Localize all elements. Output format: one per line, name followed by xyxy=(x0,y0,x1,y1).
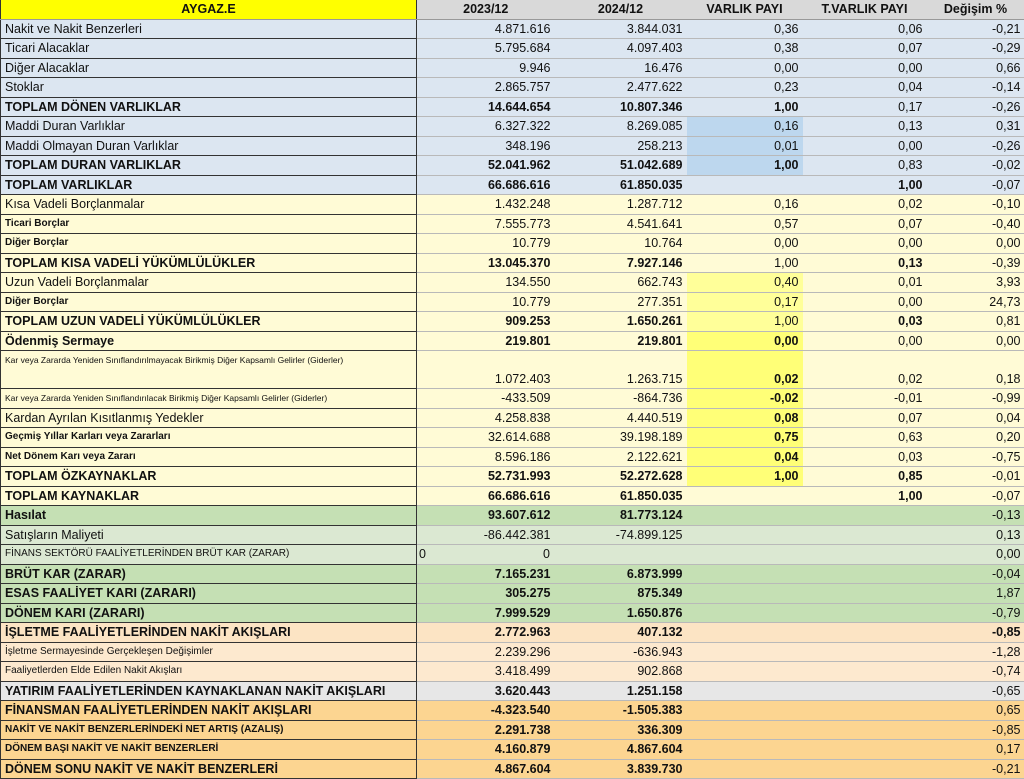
t-varlik-payi-cell[interactable] xyxy=(803,759,927,779)
table-row xyxy=(1,701,1024,721)
header-2024[interactable]: 2024/12 xyxy=(555,0,687,19)
table-row xyxy=(1,331,1024,351)
row-label[interactable]: Ticari Borçlar xyxy=(1,214,417,234)
varlik-payi-cell[interactable]: 0,01 xyxy=(687,136,803,156)
value-2024-cell[interactable]: -1.505.383 xyxy=(555,701,687,721)
t-varlik-payi-cell[interactable]: 0,13 xyxy=(803,253,927,273)
row-label[interactable]: Stoklar xyxy=(1,78,417,98)
t-varlik-payi-cell[interactable] xyxy=(803,701,927,721)
table-row xyxy=(1,78,1024,98)
t-varlik-payi-cell[interactable]: 0,07 xyxy=(803,39,927,59)
value-2024-cell[interactable]: 52.272.628 xyxy=(555,467,687,487)
degisim-cell[interactable]: 3,93 xyxy=(927,273,1024,293)
row-label[interactable]: İşletme Sermayesinde Gerçekleşen Değişimler xyxy=(1,642,417,662)
value-2023: 0 xyxy=(419,545,426,563)
t-varlik-payi-cell[interactable]: -0,01 xyxy=(803,389,927,409)
table-row xyxy=(1,603,1024,623)
row-label[interactable]: TOPLAM DURAN VARLIKLAR xyxy=(1,156,417,176)
varlik-payi-cell[interactable]: 0,36 xyxy=(687,19,803,39)
row-label[interactable]: Geçmiş Yıllar Karları veya Zararları xyxy=(1,428,417,448)
varlik-payi-cell[interactable]: 0,16 xyxy=(687,195,803,215)
degisim-cell[interactable]: -0,74 xyxy=(927,662,1024,682)
t-varlik-payi-cell[interactable]: 1,00 xyxy=(803,175,927,195)
value-2024-cell[interactable]: 81.773.124 xyxy=(555,506,687,526)
value-2023-cell[interactable]: 2.772.963 xyxy=(417,623,555,643)
value-2023-cell[interactable]: 14.644.654 xyxy=(417,97,555,117)
table-row xyxy=(1,117,1024,137)
varlik-payi-cell[interactable] xyxy=(687,584,803,604)
varlik-payi-cell[interactable]: 1,00 xyxy=(687,312,803,332)
varlik-payi-cell[interactable]: 0,17 xyxy=(687,292,803,312)
value-2024-cell[interactable]: 51.042.689 xyxy=(555,156,687,176)
degisim-cell[interactable]: 24,73 xyxy=(927,292,1024,312)
table-row xyxy=(1,428,1024,448)
value-2024-cell[interactable]: 3.839.730 xyxy=(555,759,687,779)
table-row xyxy=(1,351,1024,389)
t-varlik-payi-cell[interactable]: 0,13 xyxy=(803,117,927,137)
degisim-cell[interactable]: -0,04 xyxy=(927,564,1024,584)
degisim-cell[interactable]: -1,28 xyxy=(927,642,1024,662)
table-row xyxy=(1,389,1024,409)
row-label[interactable]: Diğer Borçlar xyxy=(1,234,417,254)
table-row xyxy=(1,97,1024,117)
t-varlik-payi-cell[interactable]: 1,00 xyxy=(803,486,927,506)
value-2024-cell[interactable]: 1.263.715 xyxy=(555,351,687,389)
table-row xyxy=(1,234,1024,254)
value-2024-cell[interactable]: 219.801 xyxy=(555,331,687,351)
varlik-payi-cell[interactable] xyxy=(687,175,803,195)
varlik-payi-cell[interactable] xyxy=(687,623,803,643)
varlik-payi-cell[interactable]: 0,40 xyxy=(687,273,803,293)
varlik-payi-cell[interactable]: 0,16 xyxy=(687,117,803,137)
degisim-cell[interactable]: 0,18 xyxy=(927,351,1024,389)
value-2023-cell[interactable]: 348.196 xyxy=(417,136,555,156)
value-2024-cell[interactable]: 61.850.035 xyxy=(555,486,687,506)
value-2024-cell[interactable]: 10.764 xyxy=(555,234,687,254)
degisim-cell[interactable]: 0,00 xyxy=(927,234,1024,254)
table-row xyxy=(1,545,1024,565)
table-row xyxy=(1,408,1024,428)
row-label[interactable]: TOPLAM DÖNEN VARLIKLAR xyxy=(1,97,417,117)
row-label[interactable]: FİNANSMAN FAALİYETLERİNDEN NAKİT AKIŞLARI xyxy=(1,701,417,721)
t-varlik-payi-cell[interactable]: 0,02 xyxy=(803,195,927,215)
degisim-cell[interactable]: 0,04 xyxy=(927,408,1024,428)
degisim-cell[interactable]: -0,85 xyxy=(927,623,1024,643)
table-row xyxy=(1,447,1024,467)
varlik-payi-cell[interactable]: 0,23 xyxy=(687,78,803,98)
degisim-cell[interactable]: -0,26 xyxy=(927,97,1024,117)
varlik-payi-cell[interactable]: 1,00 xyxy=(687,97,803,117)
row-label[interactable]: Ödenmiş Sermaye xyxy=(1,331,417,351)
header-row xyxy=(1,0,1024,19)
t-varlik-payi-cell[interactable] xyxy=(803,681,927,701)
value-2023-cell[interactable]: 66.686.616 xyxy=(417,486,555,506)
value-2023-cell[interactable]: 10.779 xyxy=(417,292,555,312)
varlik-payi-cell[interactable]: -0,02 xyxy=(687,389,803,409)
value-2023-cell[interactable]: 93.607.612 xyxy=(417,506,555,526)
varlik-payi-cell[interactable]: 0,00 xyxy=(687,331,803,351)
row-label[interactable]: Hasılat xyxy=(1,506,417,526)
varlik-payi-cell[interactable]: 0,38 xyxy=(687,39,803,59)
degisim-cell[interactable]: 0,00 xyxy=(927,331,1024,351)
varlik-payi-cell[interactable]: 1,00 xyxy=(687,253,803,273)
value-2024-cell[interactable]: 875.349 xyxy=(555,584,687,604)
row-label[interactable]: NAKİT VE NAKİT BENZERLERİNDEKİ NET ARTIŞ (AZALIŞ) xyxy=(1,720,417,740)
value-2024-cell[interactable]: 336.309 xyxy=(555,720,687,740)
value-2024-cell[interactable]: 8.269.085 xyxy=(555,117,687,137)
varlik-payi-cell[interactable] xyxy=(687,506,803,526)
row-label[interactable]: Ticari Alacaklar xyxy=(1,39,417,59)
degisim-cell[interactable]: -0,07 xyxy=(927,175,1024,195)
row-label[interactable]: İŞLETME FAALİYETLERİNDEN NAKİT AKIŞLARI xyxy=(1,623,417,643)
degisim-cell[interactable]: -0,85 xyxy=(927,720,1024,740)
header-company[interactable]: AYGAZ.E xyxy=(1,0,417,19)
row-label[interactable]: Maddi Olmayan Duran Varlıklar xyxy=(1,136,417,156)
value-2023-cell[interactable]: 1.432.248 xyxy=(417,195,555,215)
t-varlik-payi-cell[interactable]: 0,17 xyxy=(803,97,927,117)
row-label[interactable]: Uzun Vadeli Borçlanmalar xyxy=(1,273,417,293)
varlik-payi-cell[interactable] xyxy=(687,486,803,506)
row-label[interactable]: TOPLAM ÖZKAYNAKLAR xyxy=(1,467,417,487)
value-2023-cell[interactable]: 5.795.684 xyxy=(417,39,555,59)
t-varlik-payi-cell[interactable]: 0,00 xyxy=(803,136,927,156)
value-2024-cell[interactable]: 2.122.621 xyxy=(555,447,687,467)
degisim-cell[interactable]: -0,65 xyxy=(927,681,1024,701)
degisim-cell[interactable]: -0,29 xyxy=(927,39,1024,59)
row-label[interactable]: Diğer Alacaklar xyxy=(1,58,417,78)
table-row xyxy=(1,39,1024,59)
row-label[interactable]: Satışların Maliyeti xyxy=(1,525,417,545)
degisim-cell[interactable]: -0,07 xyxy=(927,486,1024,506)
degisim-cell[interactable]: 1,87 xyxy=(927,584,1024,604)
table-row xyxy=(1,759,1024,779)
value-2023-cell[interactable]: -86.442.381 xyxy=(417,525,555,545)
degisim-cell[interactable]: -0,75 xyxy=(927,447,1024,467)
row-label[interactable]: Kar veya Zararda Yeniden Sınıflandırılacak Birikmiş Diğer Kapsamlı Gelirler (Giderler) xyxy=(1,389,417,409)
value-2023-cell[interactable]: 6.327.322 xyxy=(417,117,555,137)
t-varlik-payi-cell[interactable] xyxy=(803,525,927,545)
value-2023-cell[interactable]: 2.865.757 xyxy=(417,78,555,98)
value-2024-cell[interactable]: 39.198.189 xyxy=(555,428,687,448)
degisim-cell[interactable]: -0,39 xyxy=(927,253,1024,273)
varlik-payi-cell[interactable] xyxy=(687,740,803,760)
degisim-cell[interactable]: -0,99 xyxy=(927,389,1024,409)
degisim-cell[interactable]: 0,00 xyxy=(927,545,1024,565)
value-2024-cell[interactable]: 1.251.158 xyxy=(555,681,687,701)
degisim-cell[interactable]: 0,20 xyxy=(927,428,1024,448)
value-2024-cell[interactable]: 3.844.031 xyxy=(555,19,687,39)
value-2024-cell[interactable]: 6.873.999 xyxy=(555,564,687,584)
table-row xyxy=(1,623,1024,643)
row-label[interactable]: Kısa Vadeli Borçlanmalar xyxy=(1,195,417,215)
row-label[interactable]: Faaliyetlerden Elde Edilen Nakit Akışları xyxy=(1,662,417,682)
degisim-cell[interactable]: 0,65 xyxy=(927,701,1024,721)
value-2023-cell[interactable]: 2.239.296 xyxy=(417,642,555,662)
row-label[interactable]: YATIRIM FAALİYETLERİNDEN KAYNAKLANAN NAKİT AKIŞLARI xyxy=(1,681,417,701)
table-row xyxy=(1,720,1024,740)
t-varlik-payi-cell[interactable]: 0,07 xyxy=(803,408,927,428)
value-2023-cell[interactable]: 52.731.993 xyxy=(417,467,555,487)
value-2024-cell[interactable]: 61.850.035 xyxy=(555,175,687,195)
table-row xyxy=(1,19,1024,39)
value-2023-cell[interactable]: 52.041.962 xyxy=(417,156,555,176)
row-label[interactable]: DÖNEM KARI (ZARARI) xyxy=(1,603,417,623)
degisim-cell[interactable]: 0,13 xyxy=(927,525,1024,545)
value-2023-cell[interactable]: 3.418.499 xyxy=(417,662,555,682)
varlik-payi-cell[interactable]: 0,08 xyxy=(687,408,803,428)
t-varlik-payi-cell[interactable] xyxy=(803,603,927,623)
table-row xyxy=(1,486,1024,506)
t-varlik-payi-cell[interactable] xyxy=(803,740,927,760)
degisim-cell[interactable]: -0,10 xyxy=(927,195,1024,215)
t-varlik-payi-cell[interactable] xyxy=(803,545,927,565)
value-2023-cell[interactable]: 2.291.738 xyxy=(417,720,555,740)
value-2023-cell[interactable]: 10.779 xyxy=(417,234,555,254)
table-row xyxy=(1,273,1024,293)
degisim-cell[interactable]: 0,17 xyxy=(927,740,1024,760)
value-2023-cell[interactable]: 909.253 xyxy=(417,312,555,332)
t-varlik-payi-cell[interactable]: 0,00 xyxy=(803,234,927,254)
value-2023-cell[interactable]: 4.160.879 xyxy=(417,740,555,760)
varlik-payi-cell[interactable]: 0,00 xyxy=(687,58,803,78)
row-label[interactable]: Maddi Duran Varlıklar xyxy=(1,117,417,137)
table-row xyxy=(1,195,1024,215)
value-2023-cell[interactable]: 7.999.529 xyxy=(417,603,555,623)
varlik-payi-cell[interactable]: 0,75 xyxy=(687,428,803,448)
value-2023-cell[interactable]: 32.614.688 xyxy=(417,428,555,448)
t-varlik-payi-cell[interactable]: 0,85 xyxy=(803,467,927,487)
table-row xyxy=(1,175,1024,195)
value-2024-cell[interactable]: -864.736 xyxy=(555,389,687,409)
value-2024-cell[interactable]: 4.867.604 xyxy=(555,740,687,760)
table-row xyxy=(1,312,1024,332)
varlik-payi-cell[interactable] xyxy=(687,720,803,740)
varlik-payi-cell[interactable] xyxy=(687,759,803,779)
table-row xyxy=(1,292,1024,312)
t-varlik-payi-cell[interactable] xyxy=(803,642,927,662)
table-row xyxy=(1,253,1024,273)
value-2024: 0 xyxy=(543,545,550,563)
table-row xyxy=(1,584,1024,604)
t-varlik-payi-cell[interactable]: 0,07 xyxy=(803,214,927,234)
degisim-cell[interactable]: -0,01 xyxy=(927,467,1024,487)
table-row xyxy=(1,214,1024,234)
varlik-payi-cell[interactable]: 1,00 xyxy=(687,467,803,487)
degisim-cell[interactable]: -0,26 xyxy=(927,136,1024,156)
row-label[interactable]: BRÜT KAR (ZARAR) xyxy=(1,564,417,584)
row-label[interactable]: Nakit ve Nakit Benzerleri xyxy=(1,19,417,39)
row-label[interactable]: DÖNEM BAŞI NAKİT VE NAKİT BENZERLERİ xyxy=(1,740,417,760)
value-2024-cell[interactable]: 1.650.261 xyxy=(555,312,687,332)
varlik-payi-cell[interactable] xyxy=(687,545,803,565)
t-varlik-payi-cell[interactable] xyxy=(803,564,927,584)
value-2023-cell[interactable]: 7.555.773 xyxy=(417,214,555,234)
degisim-cell[interactable]: 0,31 xyxy=(927,117,1024,137)
table-row xyxy=(1,642,1024,662)
value-2024-cell[interactable]: 16.476 xyxy=(555,58,687,78)
value-2024-cell[interactable]: 10.807.346 xyxy=(555,97,687,117)
varlik-payi-cell[interactable] xyxy=(687,681,803,701)
table-row xyxy=(1,136,1024,156)
value-2023-cell[interactable]: 13.045.370 xyxy=(417,253,555,273)
table-row xyxy=(1,681,1024,701)
row-label[interactable]: Net Dönem Karı veya Zararı xyxy=(1,447,417,467)
t-varlik-payi-cell[interactable]: 0,63 xyxy=(803,428,927,448)
value-2024-cell[interactable]: -636.943 xyxy=(555,642,687,662)
value-2024-cell[interactable]: 1.287.712 xyxy=(555,195,687,215)
row-label[interactable]: Kar veya Zararda Yeniden Sınıflandırılmayacak Birikmiş Diğer Kapsamlı Gelirler (Giderler) xyxy=(1,351,417,389)
value-2023-cell[interactable]: 305.275 xyxy=(417,584,555,604)
value-2024-cell[interactable]: 1.650.876 xyxy=(555,603,687,623)
degisim-cell[interactable]: 0,81 xyxy=(927,312,1024,332)
value-2023-cell[interactable]: 134.550 xyxy=(417,273,555,293)
value-2024-cell[interactable]: 407.132 xyxy=(555,623,687,643)
varlik-payi-cell[interactable] xyxy=(687,525,803,545)
value-2023-cell[interactable]: 7.165.231 xyxy=(417,564,555,584)
t-varlik-payi-cell[interactable]: 0,00 xyxy=(803,58,927,78)
varlik-payi-cell[interactable]: 0,02 xyxy=(687,351,803,389)
row-label[interactable]: TOPLAM UZUN VADELİ YÜKÜMLÜLÜKLER xyxy=(1,312,417,332)
value-2024-cell[interactable]: 2.477.622 xyxy=(555,78,687,98)
table-row xyxy=(1,58,1024,78)
degisim-cell[interactable]: -0,02 xyxy=(927,156,1024,176)
value-2023-cell[interactable] xyxy=(417,545,687,565)
value-2023-cell[interactable]: 4.258.838 xyxy=(417,408,555,428)
t-varlik-payi-cell[interactable] xyxy=(803,584,927,604)
varlik-payi-cell[interactable]: 0,00 xyxy=(687,234,803,254)
t-varlik-payi-cell[interactable] xyxy=(803,623,927,643)
value-2024-cell[interactable]: 7.927.146 xyxy=(555,253,687,273)
row-label[interactable]: TOPLAM KAYNAKLAR xyxy=(1,486,417,506)
value-2024-cell[interactable]: -74.899.125 xyxy=(555,525,687,545)
row-label[interactable]: ESAS FAALİYET KARI (ZARARI) xyxy=(1,584,417,604)
table-row xyxy=(1,525,1024,545)
value-2023-cell[interactable]: 219.801 xyxy=(417,331,555,351)
t-varlik-payi-cell[interactable] xyxy=(803,662,927,682)
varlik-payi-cell[interactable]: 0,04 xyxy=(687,447,803,467)
varlik-payi-cell[interactable]: 1,00 xyxy=(687,156,803,176)
t-varlik-payi-cell[interactable]: 0,83 xyxy=(803,156,927,176)
row-label[interactable]: TOPLAM VARLIKLAR xyxy=(1,175,417,195)
row-label[interactable]: Kardan Ayrılan Kısıtlanmış Yedekler xyxy=(1,408,417,428)
header-degisim[interactable]: Değişim % xyxy=(927,0,1024,19)
value-2023-cell[interactable]: -433.509 xyxy=(417,389,555,409)
varlik-payi-cell[interactable] xyxy=(687,603,803,623)
value-2023-cell[interactable]: 4.867.604 xyxy=(417,759,555,779)
value-2023-cell[interactable]: 3.620.443 xyxy=(417,681,555,701)
t-varlik-payi-cell[interactable]: 0,02 xyxy=(803,351,927,389)
table-row xyxy=(1,564,1024,584)
degisim-cell[interactable]: -0,21 xyxy=(927,759,1024,779)
degisim-cell[interactable]: -0,21 xyxy=(927,19,1024,39)
t-varlik-payi-cell[interactable]: 0,03 xyxy=(803,447,927,467)
header-t-varlik-payi[interactable]: T.VARLIK PAYI xyxy=(803,0,927,19)
degisim-cell[interactable]: -0,13 xyxy=(927,506,1024,526)
t-varlik-payi-cell[interactable] xyxy=(803,720,927,740)
degisim-cell[interactable]: 0,66 xyxy=(927,58,1024,78)
value-2024-cell[interactable]: 4.541.641 xyxy=(555,214,687,234)
table-row xyxy=(1,740,1024,760)
header-2023[interactable]: 2023/12 xyxy=(417,0,555,19)
degisim-cell[interactable]: -0,79 xyxy=(927,603,1024,623)
value-2023-cell[interactable]: 66.686.616 xyxy=(417,175,555,195)
value-2024-cell[interactable]: 902.868 xyxy=(555,662,687,682)
t-varlik-payi-cell[interactable]: 0,01 xyxy=(803,273,927,293)
value-2023-cell[interactable]: 1.072.403 xyxy=(417,351,555,389)
t-varlik-payi-cell[interactable] xyxy=(803,506,927,526)
value-2023-cell[interactable]: -4.323.540 xyxy=(417,701,555,721)
table-row xyxy=(1,506,1024,526)
t-varlik-payi-cell[interactable]: 0,03 xyxy=(803,312,927,332)
varlik-payi-cell[interactable] xyxy=(687,564,803,584)
value-2023-cell[interactable]: 4.871.616 xyxy=(417,19,555,39)
header-varlik-payi[interactable]: VARLIK PAYI xyxy=(687,0,803,19)
varlik-payi-cell[interactable] xyxy=(687,662,803,682)
table-row xyxy=(1,156,1024,176)
varlik-payi-cell[interactable]: 0,57 xyxy=(687,214,803,234)
row-label[interactable]: DÖNEM SONU NAKİT VE NAKİT BENZERLERİ xyxy=(1,759,417,779)
varlik-payi-cell[interactable] xyxy=(687,642,803,662)
t-varlik-payi-cell[interactable]: 0,00 xyxy=(803,292,927,312)
row-label[interactable]: Diğer Borçlar xyxy=(1,292,417,312)
value-2023-cell[interactable]: 9.946 xyxy=(417,58,555,78)
row-label[interactable]: TOPLAM KISA VADELİ YÜKÜMLÜLÜKLER xyxy=(1,253,417,273)
degisim-cell[interactable]: -0,40 xyxy=(927,214,1024,234)
table-row xyxy=(1,662,1024,682)
row-label[interactable]: FİNANS SEKTÖRÜ FAALİYETLERİNDEN BRÜT KAR (ZARAR) xyxy=(1,545,417,565)
value-2024-cell[interactable]: 277.351 xyxy=(555,292,687,312)
table-row xyxy=(1,467,1024,487)
t-varlik-payi-cell[interactable]: 0,06 xyxy=(803,19,927,39)
value-2024-cell[interactable]: 4.440.519 xyxy=(555,408,687,428)
value-2024-cell[interactable]: 258.213 xyxy=(555,136,687,156)
value-2024-cell[interactable]: 4.097.403 xyxy=(555,39,687,59)
degisim-cell[interactable]: -0,14 xyxy=(927,78,1024,98)
value-2023-cell[interactable]: 8.596.186 xyxy=(417,447,555,467)
t-varlik-payi-cell[interactable]: 0,00 xyxy=(803,331,927,351)
varlik-payi-cell[interactable] xyxy=(687,701,803,721)
t-varlik-payi-cell[interactable]: 0,04 xyxy=(803,78,927,98)
value-2024-cell[interactable]: 662.743 xyxy=(555,273,687,293)
